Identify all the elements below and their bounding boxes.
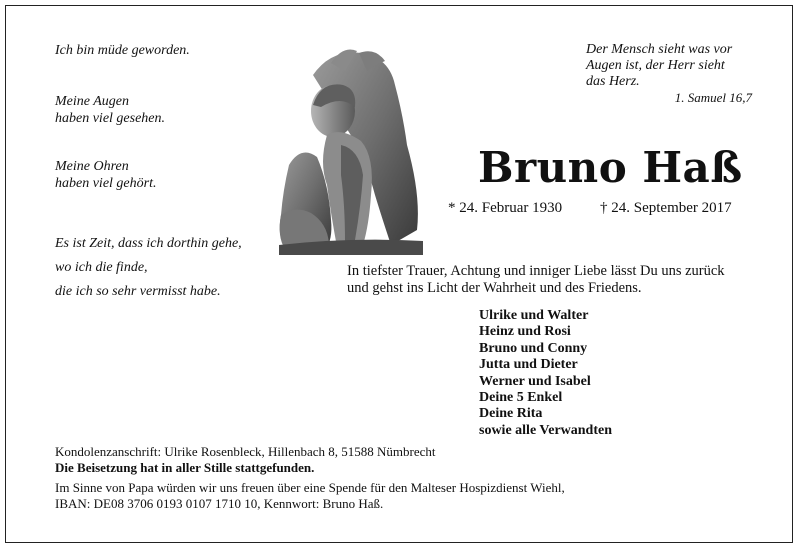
quote-line: das Herz. xyxy=(586,74,640,89)
birth-date: * 24. Februar 1930 xyxy=(448,200,563,216)
donation-notice xyxy=(55,480,565,512)
poem-stanza-3 xyxy=(55,158,156,192)
list-item: sowie alle Verwandten xyxy=(479,422,612,438)
quote-line: Der Mensch sieht was vor xyxy=(586,42,733,57)
donation-line: IBAN: DE08 3706 0193 0107 1710 10, Kennwort: Bruno Haß. xyxy=(55,496,384,511)
quote-reference: 1. Samuel 16,7 xyxy=(674,90,752,105)
burial-notice: Die Beisetzung hat in aller Stille stattgefunden. xyxy=(55,460,315,475)
deceased-name: Bruno Haß xyxy=(478,143,743,192)
list-item: Werner und Isabel xyxy=(479,373,591,389)
poem-line: haben viel gesehen. xyxy=(55,111,166,126)
poem-line: die ich so sehr vermisst habe. xyxy=(55,284,221,299)
list-item: Heinz und Rosi xyxy=(479,324,571,340)
poem-line: Meine Ohren xyxy=(55,159,129,174)
poem-line: Es ist Zeit, dass ich dorthin gehe, xyxy=(55,236,242,251)
list-item: Ulrike und Walter xyxy=(479,308,589,323)
poem-line: Ich bin müde geworden. xyxy=(55,43,190,58)
donation-line: Im Sinne von Papa würden wir uns freuen über eine Spende für den Malteser Hospizdienst Wiehl, xyxy=(55,480,565,495)
poem-stanza-4 xyxy=(55,232,242,304)
message-line: und gehst ins Licht der Wahrheit und des Friedens. xyxy=(347,280,642,296)
bible-quote xyxy=(586,42,752,90)
quote-line: Augen ist, der Herr sieht xyxy=(586,58,725,73)
list-item: Deine 5 Enkel xyxy=(479,390,563,406)
death-date: † 24. September 2017 xyxy=(600,200,732,216)
poem-line: wo ich die finde, xyxy=(55,260,148,275)
list-item: Deine Rita xyxy=(479,406,543,422)
list-item: Bruno und Conny xyxy=(479,340,588,356)
poem-stanza-1 xyxy=(55,42,190,59)
poem-line: Meine Augen xyxy=(55,94,129,109)
sculpture-hands-image xyxy=(271,45,431,257)
message-line: In tiefster Trauer, Achtung und inniger Liebe lässt Du uns zurück xyxy=(347,263,725,279)
condolence-address: Kondolenzanschrift: Ulrike Rosenbleck, Hillenbach 8, 51588 Nümbrecht xyxy=(55,444,436,459)
list-item: Jutta und Dieter xyxy=(479,357,578,373)
poem-stanza-2 xyxy=(55,93,165,127)
poem-line: haben viel gehört. xyxy=(55,176,157,191)
mourners-list xyxy=(479,308,612,439)
mourning-message xyxy=(347,263,725,297)
